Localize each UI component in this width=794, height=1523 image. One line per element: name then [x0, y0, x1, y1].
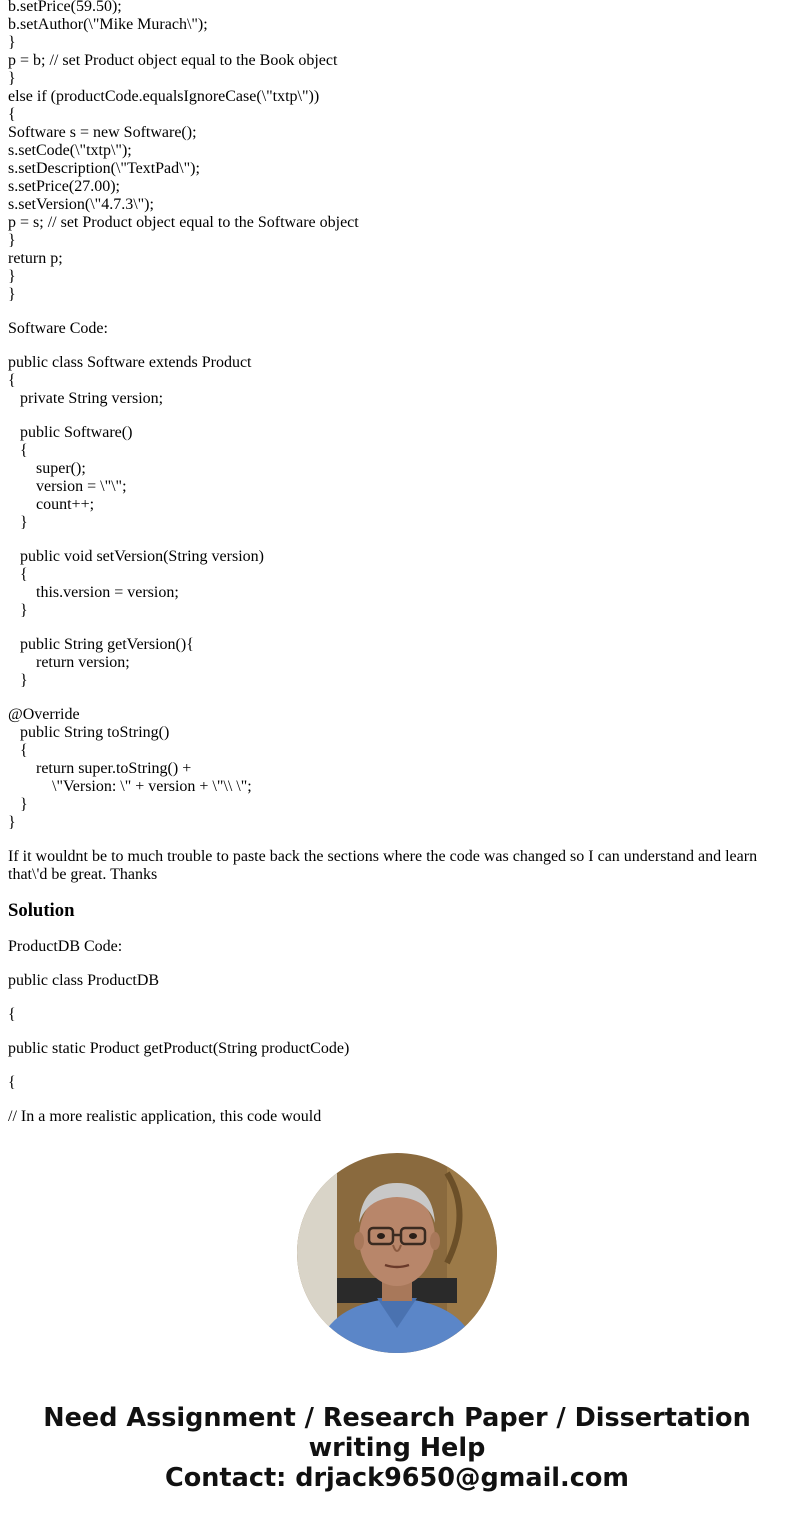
software-code-block: [8, 354, 778, 832]
avatar-photo: [297, 1153, 497, 1353]
code-line: s.setCode(\"txtp\");: [8, 142, 132, 159]
promo-banner: [0, 1403, 794, 1493]
productdb-code-label: ProductDB Code:: [8, 938, 123, 955]
code-line: count++;: [8, 496, 95, 513]
code-line: {: [8, 1006, 16, 1023]
code-line: public String getVersion(){: [8, 636, 194, 653]
code-line: version = \"\";: [8, 478, 127, 495]
code-line: {: [8, 106, 16, 123]
code-line: }: [8, 602, 28, 619]
code-line: public String toString(): [8, 724, 170, 741]
code-line: return super.toString() +: [8, 760, 192, 777]
code-line: this.version = version;: [8, 584, 179, 601]
promo-line-2: writing Help: [308, 1433, 486, 1463]
code-line: {: [8, 742, 28, 759]
code-line: public void setVersion(String version): [8, 548, 264, 565]
code-line: {: [8, 372, 16, 389]
code-line: }: [8, 268, 16, 285]
code-line: public Software(): [8, 424, 133, 441]
code-line: {: [8, 1074, 16, 1091]
promo-contact-line: Contact: drjack9650@gmail.com: [165, 1463, 629, 1493]
code-line: }: [8, 286, 16, 303]
code-line: return p;: [8, 250, 63, 267]
author-avatar: [297, 1153, 497, 1353]
code-line-cut-off: // In a more realistic application, this code would: [8, 1108, 322, 1124]
promo-line-1: Need Assignment / Research Paper / Dissertation: [43, 1403, 751, 1433]
code-line: }: [8, 70, 16, 87]
code-line: s.setPrice(27.00);: [8, 178, 120, 195]
code-line: public static Product getProduct(String productCode): [8, 1040, 350, 1057]
code-line: }: [8, 796, 28, 813]
code-line: Software s = new Software();: [8, 124, 197, 141]
code-line: }: [8, 814, 16, 831]
software-code-label: Software Code:: [8, 320, 108, 337]
code-line: b.setPrice(59.50);: [8, 0, 122, 15]
code-line: public class Software extends Product: [8, 354, 252, 371]
code-line: }: [8, 672, 28, 689]
code-line: b.setAuthor(\"Mike Murach\");: [8, 16, 208, 33]
request-paragraph: If it wouldnt be to much trouble to paste back the sections where the code was changed so I can understand and learn that\'d be great. Thanks: [8, 848, 758, 883]
code-line: s.setVersion(\"4.7.3\");: [8, 196, 154, 213]
code-line: super();: [8, 460, 86, 477]
code-line: \"Version: \" + version + \"\\ \";: [8, 778, 252, 795]
code-line: p = b; // set Product object equal to the Book object: [8, 52, 338, 69]
code-line: else if (productCode.equalsIgnoreCase(\"txtp\")): [8, 88, 320, 105]
code-line: }: [8, 34, 16, 51]
code-line: {: [8, 566, 28, 583]
question-code-block: [8, 0, 778, 304]
code-line: p = s; // set Product object equal to the Software object: [8, 214, 359, 231]
solution-heading: Solution: [8, 900, 75, 921]
code-line: }: [8, 232, 16, 249]
code-line: return version;: [8, 654, 130, 671]
code-line: s.setDescription(\"TextPad\");: [8, 160, 200, 177]
code-line: {: [8, 442, 28, 459]
code-line: @Override: [8, 706, 80, 723]
code-line: private String version;: [8, 390, 164, 407]
code-line: }: [8, 514, 28, 531]
document-content: [8, 0, 778, 1124]
code-line: public class ProductDB: [8, 972, 160, 989]
